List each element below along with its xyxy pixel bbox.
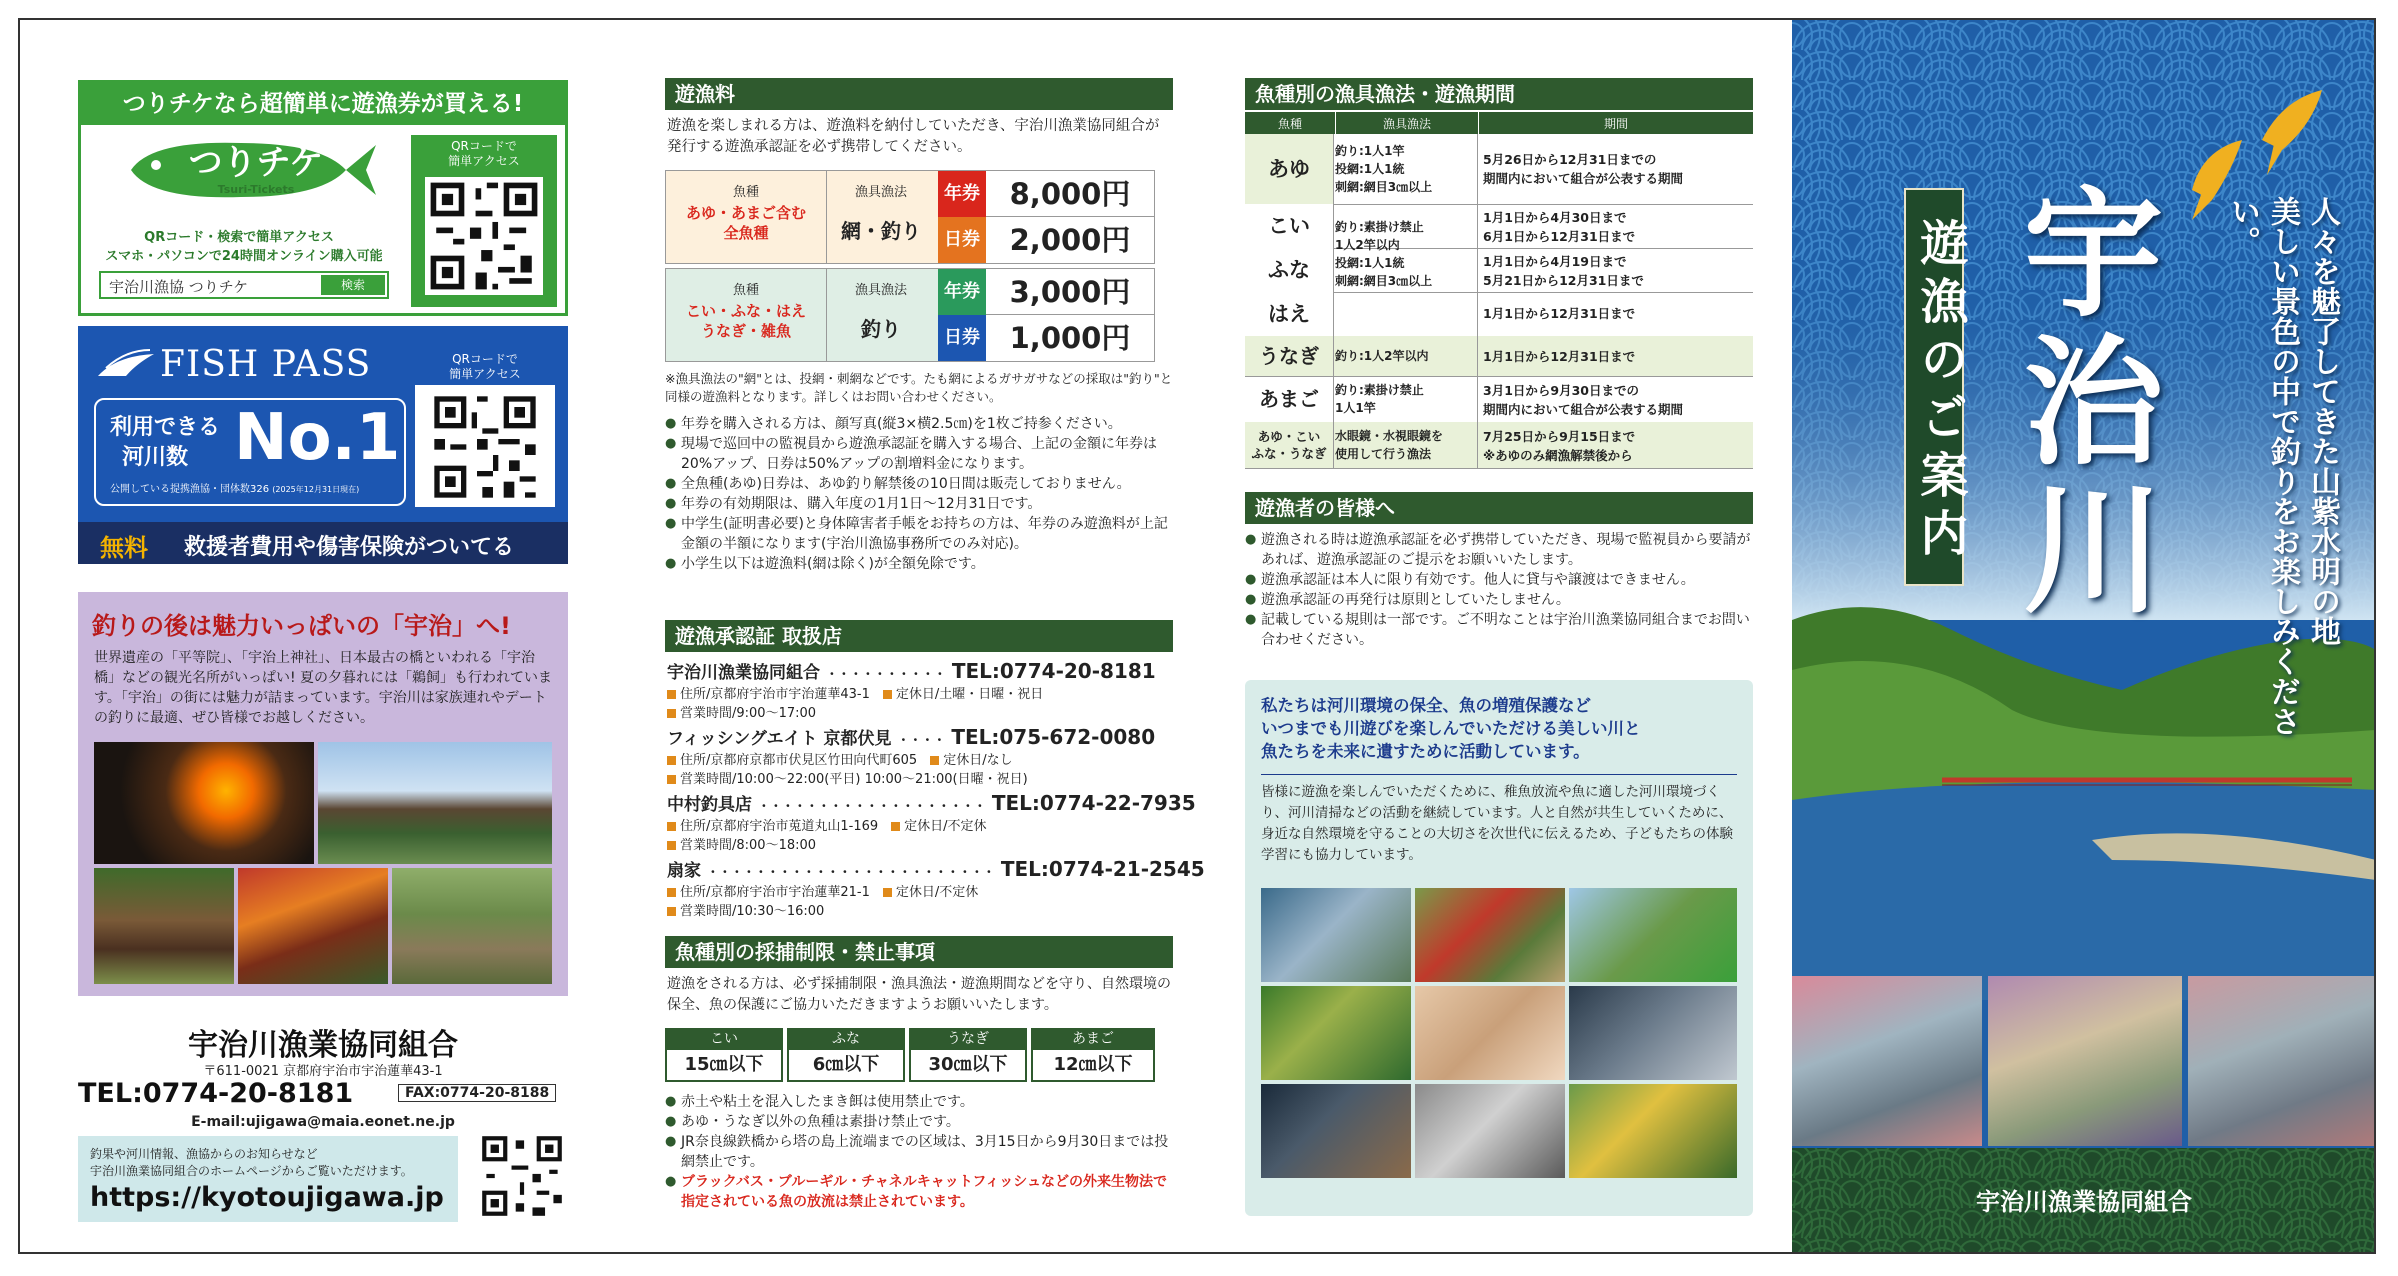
org-tel[interactable]: TEL:0774-20-8181 bbox=[78, 1078, 354, 1109]
fees-bullet: ● 中学生(証明書必要)と身体障害者手帳をお持ちの方は、年券のみ遊漁料が上記金額の半額になります(宇治川漁協事務所でのみ対応)。 bbox=[665, 514, 1173, 554]
dealer-address: 住所/京都府京都市伏見区竹田向代町605 bbox=[680, 753, 918, 768]
methods-row bbox=[1245, 134, 1753, 205]
methods-row bbox=[1245, 204, 1753, 249]
fee-group-2 bbox=[665, 268, 1155, 362]
methods-method: 水眼鏡・水視眼鏡を 使用して行う漁法 bbox=[1335, 429, 1444, 461]
fish-photo-2 bbox=[1988, 976, 2182, 1146]
fishpass-free-text: 救援者費用や傷害保険がついてる bbox=[184, 535, 515, 560]
size-limit-fish: こい bbox=[665, 1028, 783, 1050]
fees-bullet: ● 年券を購入される方は、顔写真(縦3×横2.5㎝)を1枚ご持参ください。 bbox=[665, 414, 1173, 434]
dealer-item bbox=[667, 856, 1205, 922]
dealer-name-line bbox=[667, 658, 1173, 683]
fishpass-free-bar bbox=[78, 522, 568, 564]
limits-bullet: ● JR奈良線鉄橋から塔の島上流端までの区域は、3月15日から9月30日までは投網禁止です。 bbox=[665, 1132, 1173, 1172]
cover-footer: 宇治川漁業協同組合 bbox=[1976, 1187, 2192, 1216]
dealer-name-line bbox=[667, 856, 1205, 881]
methods-period: 1月1日から12月31日まで bbox=[1483, 306, 1636, 321]
dealer-line2 bbox=[667, 702, 1173, 721]
dealer-dots: ・・・・ bbox=[897, 733, 946, 747]
homepage-qr-code-icon[interactable] bbox=[478, 1132, 566, 1220]
homepage-box bbox=[78, 1136, 458, 1222]
fees-bullet: ● 現場で巡回中の監視員から遊漁承認証を購入する場合、上記の金額に年券は20%アップ、日券は50%アップの割増料金になります。 bbox=[665, 434, 1173, 474]
uji-photo-4 bbox=[238, 868, 388, 984]
fishpass-title: FISH PASS bbox=[160, 344, 372, 385]
dealer-dots: ・・・・・・・・・・・・・・・・・・・・・・・・ bbox=[706, 865, 995, 879]
anglers-header: 遊漁者の皆様へ bbox=[1245, 492, 1753, 524]
dealer-hours: 営業時間/10:00〜22:00(平日) 10:00〜21:00(日曜・祝日) bbox=[680, 772, 1028, 787]
dealer-item bbox=[667, 724, 1173, 790]
dealer-tel[interactable]: TEL:0774-20-8181 bbox=[951, 659, 1156, 683]
methods-table-head bbox=[1245, 112, 1753, 134]
methods-col-fish: 魚種 bbox=[1245, 112, 1336, 134]
env-photo bbox=[1569, 1084, 1737, 1178]
methods-fish: あゆ bbox=[1245, 134, 1333, 204]
fishpass-qr-panel bbox=[412, 346, 558, 510]
brochure bbox=[18, 18, 2376, 1254]
methods-period: 1月1日から4月19日まで 5月21日から12月31日まで bbox=[1483, 254, 1644, 288]
size-limit-cell bbox=[787, 1028, 905, 1082]
uji-title: 釣りの後は魅力いっぱいの「宇治」へ! bbox=[92, 612, 511, 640]
tsuri-logo bbox=[111, 135, 381, 205]
cover-catch-2: 美しい景色の中で釣りをお楽しみください。 bbox=[2225, 196, 2300, 736]
size-limit-fish: うなぎ bbox=[909, 1028, 1027, 1050]
uji-photo-5 bbox=[392, 868, 552, 984]
limits-header: 魚種別の採捕制限・禁止事項 bbox=[665, 936, 1173, 968]
dealer-line2 bbox=[667, 768, 1173, 787]
fish-photo-1 bbox=[1792, 976, 1982, 1146]
methods-row bbox=[1245, 376, 1753, 423]
dealer-tel[interactable]: TEL:0774-22-7935 bbox=[991, 791, 1196, 815]
tsuri-logo-sub: Tsuri-Tickets bbox=[217, 183, 295, 196]
dealer-line1 bbox=[667, 815, 1173, 834]
size-limits-row bbox=[665, 1028, 1173, 1084]
methods-period: 1月1日から12月31日まで bbox=[1483, 349, 1636, 364]
dealer-hours: 営業時間/10:30〜16:00 bbox=[680, 904, 825, 919]
uji-body: 世界遺産の「平等院」、「宇治上神社」、日本最古の橋といわれる「宇治橋」などの観光名所がいっぱい! 夏の夕暮れには「鵜飼」も行われています。「宇治」の街には魅力が詰まっています。宇治川は家族連れやデートの釣りに最適、ぜひ皆様でお越しください。 bbox=[94, 650, 553, 726]
tsuri-search-box[interactable] bbox=[99, 271, 389, 299]
fishpass-usable1: 利用できる bbox=[110, 415, 221, 440]
methods-fish: あゆ・こい ふな・うなぎ bbox=[1251, 429, 1327, 461]
env-photo bbox=[1569, 888, 1737, 982]
anglers-bullet: ● 遊漁承認証は本人に限り有効です。他人に貸与や譲渡はできません。 bbox=[1245, 570, 1753, 590]
size-limit-cell bbox=[665, 1028, 783, 1082]
org-name: 宇治川漁業協同組合 bbox=[188, 1028, 458, 1063]
size-limit-fish: あまご bbox=[1031, 1028, 1155, 1050]
tsuri-search-input[interactable]: 宇治川漁協 つりチケ bbox=[109, 278, 249, 296]
dealer-line2 bbox=[667, 834, 1173, 853]
fee-group1-method-col: 漁具漁法 bbox=[854, 185, 907, 200]
tsuri-line2: スマホ・パソコンで24時間オンライン購入可能 bbox=[105, 249, 383, 264]
limits-bullet: ● あゆ・うなぎ以外の魚種は素掛け禁止です。 bbox=[665, 1112, 1173, 1132]
methods-col-divider bbox=[1333, 134, 1334, 468]
uji-photo-2 bbox=[318, 742, 552, 864]
fees-note: ※漁具漁法の"網"とは、投網・刺網などです。たも網によるガサガサなどの採取は"釣り"と同様の遊漁料となります。詳しくはお問い合わせください。 bbox=[665, 371, 1173, 404]
env-photo bbox=[1415, 1084, 1565, 1178]
fees-bullet: ● 全魚種(あゆ)日券は、あゆ釣り解禁後の10日間は販売しておりません。 bbox=[665, 474, 1173, 494]
fee-group2-method: 釣り bbox=[861, 317, 901, 341]
methods-header: 魚種別の漁具漁法・遊漁期間 bbox=[1245, 78, 1753, 110]
dealer-name-line bbox=[667, 790, 1196, 815]
limits-bullet: ● 赤土や粘土を混入したまき餌は使用禁止です。 bbox=[665, 1092, 1173, 1112]
cover-catch bbox=[2222, 196, 2342, 736]
dealer-hours: 営業時間/9:00〜17:00 bbox=[680, 706, 817, 721]
fee-group2-year-price: 3,000円 bbox=[986, 269, 1154, 315]
tsuri-search-button[interactable]: 検索 bbox=[321, 275, 385, 295]
homepage-note: 釣果や河川情報、漁協からのお知らせなど 宇治川漁業協同組合のホームページからご覧いただけます。 bbox=[90, 1147, 413, 1178]
methods-col-period: 期間 bbox=[1603, 116, 1628, 131]
dealer-line1 bbox=[667, 881, 1173, 900]
fee-group2-day-price: 1,000円 bbox=[986, 315, 1154, 361]
dealer-name: 扇家 bbox=[667, 861, 701, 881]
dealer-holiday: 定休日/なし bbox=[943, 753, 1013, 768]
cover-panel bbox=[1792, 20, 2376, 1252]
left-panel bbox=[78, 20, 568, 1252]
size-limit-cell bbox=[909, 1028, 1027, 1082]
uji-photo-3 bbox=[94, 868, 234, 984]
dealer-line1 bbox=[667, 683, 1173, 702]
env-photo bbox=[1569, 986, 1737, 1080]
tsuri-logo-text: つりチケ bbox=[188, 143, 324, 183]
size-limit-cell bbox=[1031, 1028, 1155, 1082]
fee-group-1 bbox=[665, 170, 1155, 264]
cover-subtitle-box bbox=[1904, 188, 1968, 586]
dealer-tel[interactable]: TEL:075-672-0080 bbox=[951, 725, 1156, 749]
size-limit-value: 15㎝以下 bbox=[665, 1050, 783, 1082]
anglers-bullet: ● 遊漁承認証の再発行は原則としていたしません。 bbox=[1245, 590, 1753, 610]
methods-period: 7月25日から9月15日まで ※あゆのみ網漁解禁後から bbox=[1483, 429, 1636, 463]
dealer-address: 住所/京都府宇治市莵道丸山1-169 bbox=[680, 819, 879, 834]
methods-row bbox=[1245, 292, 1753, 337]
env-photo bbox=[1261, 986, 1411, 1080]
dealer-dots: ・・・・・・・・・・・・・・・・・・・ bbox=[757, 799, 986, 813]
methods-method: 釣り:1人2竿以内 bbox=[1335, 349, 1429, 363]
anglers-bullets bbox=[1245, 530, 1753, 650]
limits-red-note: ● ブラックバス・ブルーギル・チャネルキャットフィッシュなどの外来生物法で指定されている魚の放流は禁止されています。 bbox=[665, 1172, 1173, 1212]
uji-tourism-box bbox=[78, 592, 568, 996]
size-limit-value: 6㎝以下 bbox=[787, 1050, 905, 1082]
tsuri-tickets-box bbox=[78, 80, 568, 316]
dealer-hours: 営業時間/8:00〜18:00 bbox=[680, 838, 817, 853]
tsuri-qr-code-icon[interactable] bbox=[425, 177, 543, 295]
methods-fish: うなぎ bbox=[1259, 344, 1319, 368]
methods-method: 釣り:1人1竿 投網:1人1統 刺網:網目3㎝以上 bbox=[1335, 144, 1433, 194]
dealer-name: 宇治川漁業協同組合 bbox=[667, 663, 820, 683]
rules-panel bbox=[1245, 20, 1753, 1252]
cover-title: 宇治川 bbox=[2000, 180, 2164, 624]
fee-group1-fish-col: 魚種 bbox=[732, 185, 759, 200]
methods-col-divider bbox=[1477, 134, 1478, 468]
fishpass-qr-label: QRコードで 簡単アクセス bbox=[415, 349, 555, 385]
fee-group1-fish: あゆ・あまご含む 全魚種 bbox=[685, 204, 806, 242]
methods-table bbox=[1245, 112, 1753, 463]
environment-body: 皆様に遊漁を楽しんでいただくために、稚魚放流や魚に適した河川環境づくり、河川清掃などの活動を継続しています。人と自然が共生していくために、身近な自然環境を守ることの大切さを次世代に伝えるため、子どもたちの体験学習にも協力しています。 bbox=[1261, 784, 1733, 863]
dealer-address: 住所/京都府宇治市宇治蓮華43-1 bbox=[680, 687, 870, 702]
fish-photo-3 bbox=[2188, 976, 2376, 1146]
fee-group2-fish: こい・ふな・はえ うなぎ・雑魚 bbox=[685, 302, 806, 340]
methods-period: 3月1日から9月30日までの 期間内において組合が公表する期間 bbox=[1483, 383, 1684, 417]
fishpass-no1: No.1 bbox=[234, 401, 401, 475]
fees-header: 遊漁料 bbox=[665, 78, 1173, 110]
methods-row bbox=[1245, 336, 1753, 377]
fishpass-note-date: (2025年12月31日現在) bbox=[272, 485, 360, 494]
environment-box bbox=[1245, 680, 1753, 1216]
methods-fish: あまご bbox=[1259, 387, 1319, 411]
org-address: 〒611-0021 京都府宇治市宇治蓮華43-1 bbox=[203, 1064, 443, 1079]
dealer-item bbox=[667, 790, 1196, 856]
limits-bullets bbox=[665, 1092, 1173, 1212]
dealer-item bbox=[667, 658, 1173, 724]
size-limit-fish: ふな bbox=[787, 1028, 905, 1050]
dealer-address: 住所/京都府宇治市宇治蓮華21-1 bbox=[680, 885, 870, 900]
homepage-url[interactable]: https://kyotoujigawa.jp bbox=[90, 1182, 444, 1213]
methods-fish: こい bbox=[1245, 204, 1333, 248]
anglers-bullet: ● 記載している規則は一部です。ご不明なことは宇治川漁業協同組合までお問い合わせください。 bbox=[1245, 610, 1753, 650]
size-limit-value: 30㎝以下 bbox=[909, 1050, 1027, 1082]
fishpass-logo-icon bbox=[96, 346, 156, 382]
fee-group1-year-label: 年券 bbox=[938, 171, 986, 217]
fishpass-box bbox=[78, 326, 568, 564]
tsuri-header: つりチケなら超簡単に遊漁券が買える! bbox=[81, 83, 565, 125]
methods-period: 1月1日から4月30日まで 6月1日から12月31日まで bbox=[1483, 210, 1636, 244]
methods-fish: はえ bbox=[1245, 292, 1333, 336]
dealer-dots: ・・・・・・・・・・ bbox=[825, 667, 946, 681]
uji-photo-1 bbox=[94, 742, 314, 864]
dealer-name: 中村釣具店 bbox=[667, 795, 752, 815]
anglers-bullet: ● 遊漁される時は遊漁承認証を必ず携帯していただき、現場で監視員から要請があれば、遊漁承認証のご提示をお願いいたします。 bbox=[1245, 530, 1753, 570]
size-limit-value: 12㎝以下 bbox=[1031, 1050, 1155, 1082]
dealer-line1 bbox=[667, 749, 1173, 768]
cover-catch-1: 人々を魅了してきた山紫水明の地 bbox=[2305, 196, 2340, 646]
fee-group2-method-col: 漁具漁法 bbox=[854, 283, 907, 298]
fees-bullets bbox=[665, 414, 1173, 574]
limits-intro: 遊漁をされる方は、必ず採捕制限・漁具漁法・遊漁期間などを守り、自然環境の保全、魚の保護にご協力いただきますようお願いいたします。 bbox=[667, 976, 1171, 1013]
methods-method: 釣り:素掛け禁止 1人2竿以内 投網:1人1統 刺網:網目3㎝以上 bbox=[1335, 220, 1433, 288]
dealer-line2 bbox=[667, 900, 1173, 919]
fee-group2-year-label: 年券 bbox=[938, 269, 986, 315]
dealer-holiday: 定休日/不定休 bbox=[895, 885, 979, 900]
env-photo bbox=[1415, 888, 1565, 982]
env-photo bbox=[1415, 986, 1565, 1080]
methods-row bbox=[1245, 422, 1753, 469]
cover-subtitle: 遊漁のご案内 bbox=[1912, 218, 1968, 566]
fees-panel bbox=[665, 20, 1205, 1252]
env-photo bbox=[1261, 1084, 1411, 1178]
dealer-holiday: 定休日/不定休 bbox=[904, 819, 987, 834]
environment-heading: 私たちは河川環境の保全、魚の増殖保護など いつまでも川遊びを楽しんでいただける美しい川と 魚たちを未来に遺すために活動しています。 bbox=[1261, 696, 1641, 761]
org-email[interactable]: E-mail:ujigawa@maia.eonet.ne.jp bbox=[191, 1114, 455, 1130]
dealer-name: フィッシングエイト 京都伏見 bbox=[667, 729, 892, 749]
dealer-tel[interactable]: TEL:0774-21-2545 bbox=[1000, 857, 1205, 881]
dealers-header: 遊漁承認証 取扱店 bbox=[665, 620, 1173, 652]
methods-table-grid bbox=[1245, 112, 1753, 134]
fee-group1-day-price: 2,000円 bbox=[986, 217, 1154, 263]
fishpass-note bbox=[110, 480, 359, 495]
dealers-list bbox=[667, 658, 1205, 922]
fee-group1-method: 網・釣り bbox=[841, 219, 921, 243]
methods-period: 5月26日から12月31日までの 期間内において組合が公表する期間 bbox=[1483, 152, 1684, 186]
fishpass-note-text: 公開している提携漁協・団体数326 bbox=[110, 484, 270, 495]
fishpass-qr-code-icon[interactable] bbox=[429, 391, 541, 503]
fishpass-free-label: 無料 bbox=[100, 534, 148, 562]
methods-method: 釣り:素掛け禁止 1人1竿 bbox=[1335, 383, 1424, 415]
tsuri-qr-panel bbox=[411, 135, 557, 307]
org-fax: FAX:0774-20-8188 bbox=[398, 1084, 556, 1102]
methods-fish: ふな bbox=[1245, 248, 1333, 292]
dealer-holiday: 定休日/土曜・日曜・祝日 bbox=[895, 687, 1044, 702]
tsuri-qr-label: QRコードで 簡単アクセス bbox=[448, 139, 520, 168]
fee-group2-fish-col: 魚種 bbox=[732, 283, 759, 298]
env-photo bbox=[1261, 888, 1411, 982]
fees-intro: 遊漁を楽しまれる方は、遊漁料を納付していただき、宇治川漁業協同組合が発行する遊漁承認証を必ず携帯してください。 bbox=[667, 118, 1160, 155]
methods-col-method: 漁具漁法 bbox=[1336, 112, 1479, 134]
fee-group1-day-label: 日券 bbox=[938, 217, 986, 263]
environment-divider bbox=[1261, 774, 1737, 775]
fee-group2-day-label: 日券 bbox=[938, 315, 986, 361]
fees-bullet: ● 年券の有効期限は、購入年度の1月1日〜12月31日です。 bbox=[665, 494, 1173, 514]
fee-group1-year-price: 8,000円 bbox=[986, 171, 1154, 217]
fishpass-usable2: 河川数 bbox=[122, 445, 189, 470]
tsuri-line1: QRコード・検索で簡単アクセス bbox=[144, 230, 334, 245]
fishpass-no1-box bbox=[94, 398, 406, 506]
fees-bullet: ● 小学生以下は遊漁料(網は除く)が全額免除です。 bbox=[665, 554, 1173, 574]
dealer-name-line bbox=[667, 724, 1173, 749]
